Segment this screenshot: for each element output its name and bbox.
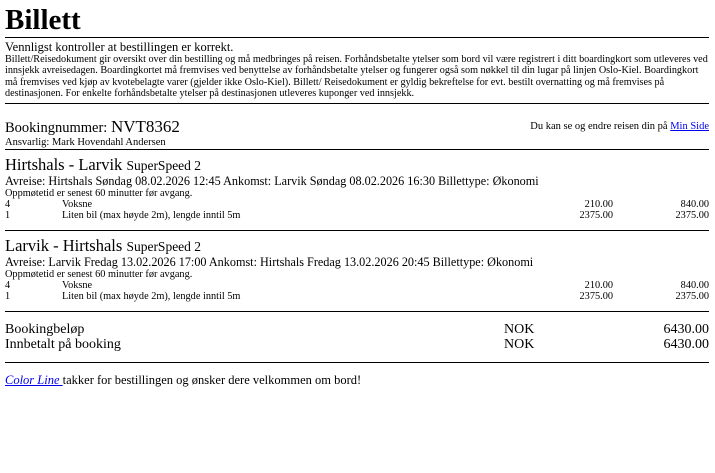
divider [5,37,709,38]
footer [5,373,709,388]
footer-text: takker for bestillingen og ønsker dere velkommen om bord! [62,372,362,387]
intro-section [5,40,709,100]
booking-number: NVT8362 [110,116,180,136]
booking-number-label: Bookingnummer: [5,119,108,136]
line-total: 840.00 [680,279,709,291]
line-price: 210.00 [584,198,613,210]
line-qty: 1 [5,210,11,222]
trip-outbound [5,156,709,222]
color-line-link[interactable]: Color Line [5,372,63,387]
totals-section [5,322,709,353]
table-row [5,199,709,211]
trip-ship: SuperSpeed 2 [126,238,202,254]
trip-route: Larvik - Hirtshals [5,235,123,255]
trip-note: Oppmøtetid er senest 60 minutter før avgang. [5,268,193,280]
line-total: 2375.00 [675,210,709,222]
line-price: 2375.00 [579,210,613,222]
line-price: 210.00 [584,279,613,291]
minside-row [530,118,709,133]
total-label: Innbetalt på booking [5,337,121,353]
booking-header [5,118,709,149]
intro-body: Billett/Reisedokument gir oversikt over din bestilling og må medbringes på reisen. Forhåndsbetalte ytelser som bord vil være registrert i ditt boardingkort som utleveres ved innsjekk avreisedagen. Boardingkortet må fremvises ved benyttelse av forhåndsbetalte ytelser og fungerer også som nøkkel til din lugar på linjen Oslo-Kiel. Boardingkort må fremvises ved kjøp av kvotebelagte varer (gjelder ikke Oslo-Kiel). Billett/ Reisedokument er gyldig bekreftelse for evt. bestilt overnatting og må fremvises på destinasjonen. For enkelte forhåndsbetalte ytelser på destinasjonen utleveres kuponger ved innsjekk. [5,54,708,100]
total-amount: 6430.00 [663,321,709,337]
line-desc: Voksne [62,198,93,210]
line-desc: Liten bil (max høyde 2m), lengde inntil 5m [62,210,241,222]
line-price: 2375.00 [579,291,613,303]
table-row [5,280,709,292]
trip-details: Avreise: Larvik Fredag 13.02.2026 17:00 Ankomst: Hirtshals Fredag 13.02.2026 20:45 Billettype: Økonomi [5,254,534,269]
line-desc: Liten bil (max høyde 2m), lengde inntil 5m [62,291,241,303]
table-row [5,210,709,222]
line-total: 840.00 [680,198,709,210]
trip-return [5,237,709,303]
intro-lead: Vennligst kontroller at bestillingen er korrekt. [5,40,234,54]
divider [5,311,709,312]
trip-note: Oppmøtetid er senest 60 minutter før avgang. [5,187,193,199]
page-title: Billett [5,4,81,36]
trip-ship: SuperSpeed 2 [126,157,202,173]
line-total: 2375.00 [675,291,709,303]
table-row [5,291,709,303]
total-currency: NOK [504,321,535,337]
divider [5,362,709,363]
line-qty: 4 [5,198,11,210]
trip-lines-table [5,280,709,303]
trip-title [5,237,709,256]
trip-route: Hirtshals - Larvik [5,154,123,174]
totals-row [5,322,709,338]
divider [5,230,709,231]
divider [5,103,709,104]
total-currency: NOK [504,337,535,353]
minside-text: Du kan se og endre reisen din på [530,120,668,132]
total-amount: 6430.00 [663,337,709,353]
booking-info [5,118,180,149]
trip-details: Avreise: Hirtshals Søndag 08.02.2026 12:45 Ankomst: Larvik Søndag 08.02.2026 16:30 Billettype: Økonomi [5,173,539,188]
totals-row [5,337,709,353]
minside-link[interactable]: Min Side [670,120,709,132]
trip-lines-table [5,199,709,222]
line-qty: 4 [5,279,11,291]
line-qty: 1 [5,291,11,303]
line-desc: Voksne [62,279,93,291]
booking-number-row [5,118,180,137]
trip-title [5,156,709,175]
booking-responsible: Ansvarlig: Mark Hovendahl Andersen [5,136,166,148]
total-label: Bookingbeløp [5,321,85,337]
divider [5,149,709,150]
